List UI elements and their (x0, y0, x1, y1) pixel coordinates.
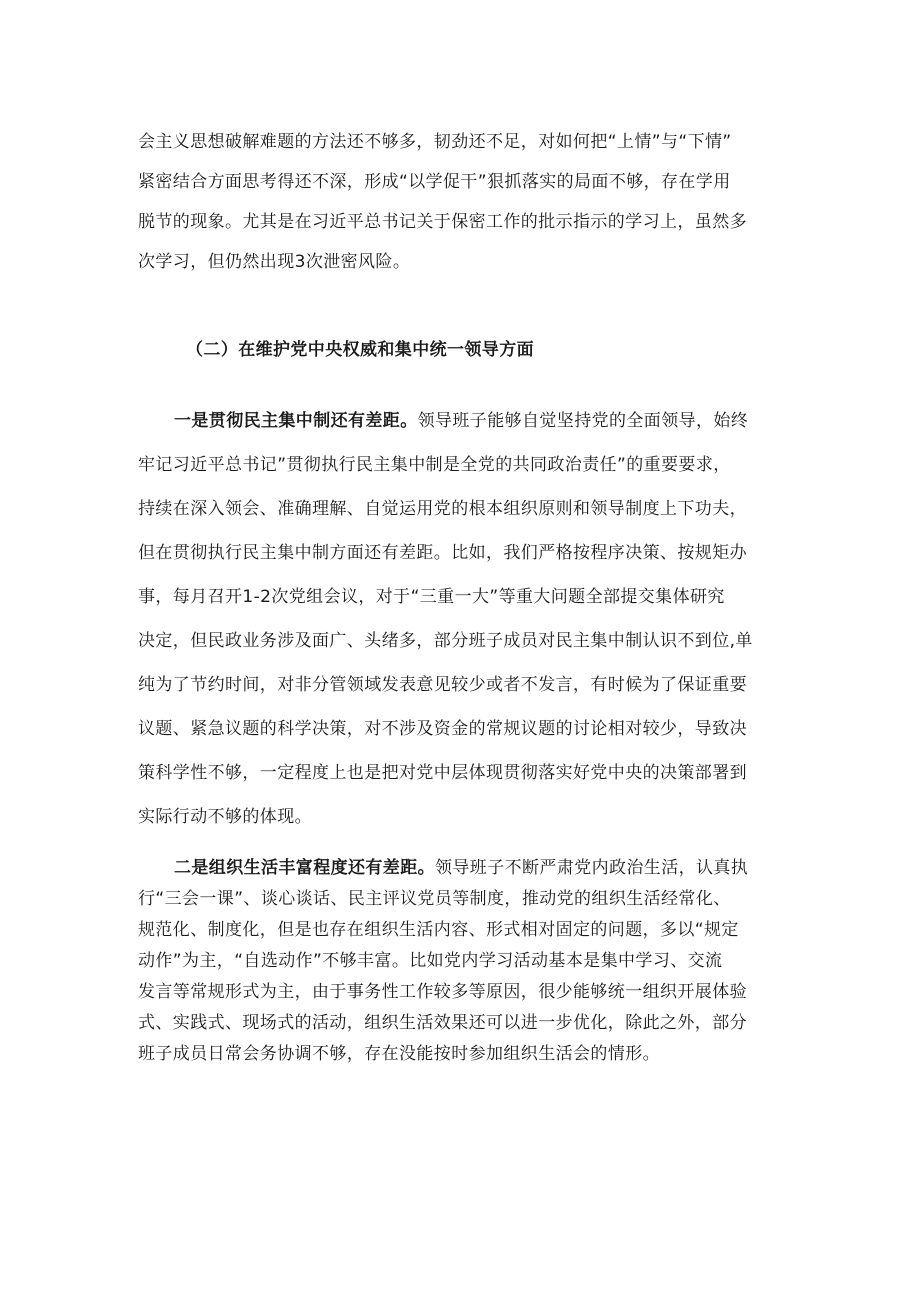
text-run: 领导班子不断严肃党内政治生活，认真执 (435, 858, 749, 878)
text-run: 领导班子能够自觉坚持党的全面领导，始终 (417, 411, 749, 431)
text-line: 实际行动不够的体现。 (138, 807, 312, 827)
paragraph-democratic-centralism (138, 399, 798, 839)
text-line: 行“三会一课”、谈心谈话、民主评议党员等制度，推动党的组织生活经常化、 (138, 889, 731, 909)
text-line: 持续在深入领会、准确理解、自觉运用党的根本组织原则和领导制度上下功夫， (138, 499, 747, 519)
text-line-first (138, 853, 798, 884)
text-line: 牢记习近平总书记”贯彻执行民主集中制是全党的共同政治责任”的重要要求， (138, 455, 731, 475)
text-line: 会主义思想破解难题的方法还不够多，韧劲还不足，对如何把“上情”与“下情” (138, 132, 732, 152)
text-line: 但在贯彻执行民主集中制方面还有差距。比如，我们严格按程序决策、按规矩办 (138, 543, 747, 563)
text-line: 事，每月召开1-2次党组会议，对于“三重一大”等重大问题全部提交集体研究 (138, 587, 725, 607)
text-line: 紧密结合方面思考得还不深，形成“以学促干”狠抓落实的局面不够，存在学用 (138, 172, 731, 192)
text-line-first (138, 399, 798, 443)
paragraph-lead: 二是组织生活丰富程度还有差距。 (174, 858, 435, 878)
text-line: 次学习，但仍然出现3次泄密风险。 (138, 252, 411, 272)
text-line: 决定，但民政业务涉及面广、头绪多，部分班子成员对民主集中制认识不到位,单 (138, 631, 753, 651)
text-line: 脱节的现象。尤其是在习近平总书记关于保密工作的批示指示的学习上，虽然多 (138, 212, 747, 232)
text-line: 策科学性不够，一定程度上也是把对党中层体现贯彻落实好党中央的决策部署到 (138, 763, 747, 783)
paragraph-lead: 一是贯彻民主集中制还有差距。 (174, 411, 418, 431)
text-line: 式、实践式、现场式的活动，组织生活效果还可以进一步优化，除此之外，部分 (138, 1013, 747, 1033)
text-line: 动作”为主，“自选动作”不够丰富。比如党内学习活动基本是集中学习、交流 (138, 951, 723, 971)
text-line: 议题、紧急议题的科学决策，对不涉及资金的常规议题的讨论相对较少，导致决 (138, 719, 747, 739)
text-line: 规范化、制度化，但是也存在组织生活内容、形式相对固定的问题，多以“规定 (138, 920, 739, 940)
text-line: 发言等常规形式为主，由于事务性工作较多等原因，很少能够统一组织开展体验 (138, 982, 747, 1002)
paragraph-continued (138, 122, 798, 282)
paragraph-organizational-life (138, 853, 798, 1070)
section-heading: （二）在维护党中央权威和集中统一领导方面 (186, 340, 534, 360)
text-line: 纯为了节约时间，对非分管领域发表意见较少或者不发言，有时候为了保证重要 (138, 675, 747, 695)
text-line: 班子成员日常会务协调不够，存在没能按时参加组织生活会的情形。 (138, 1044, 660, 1064)
